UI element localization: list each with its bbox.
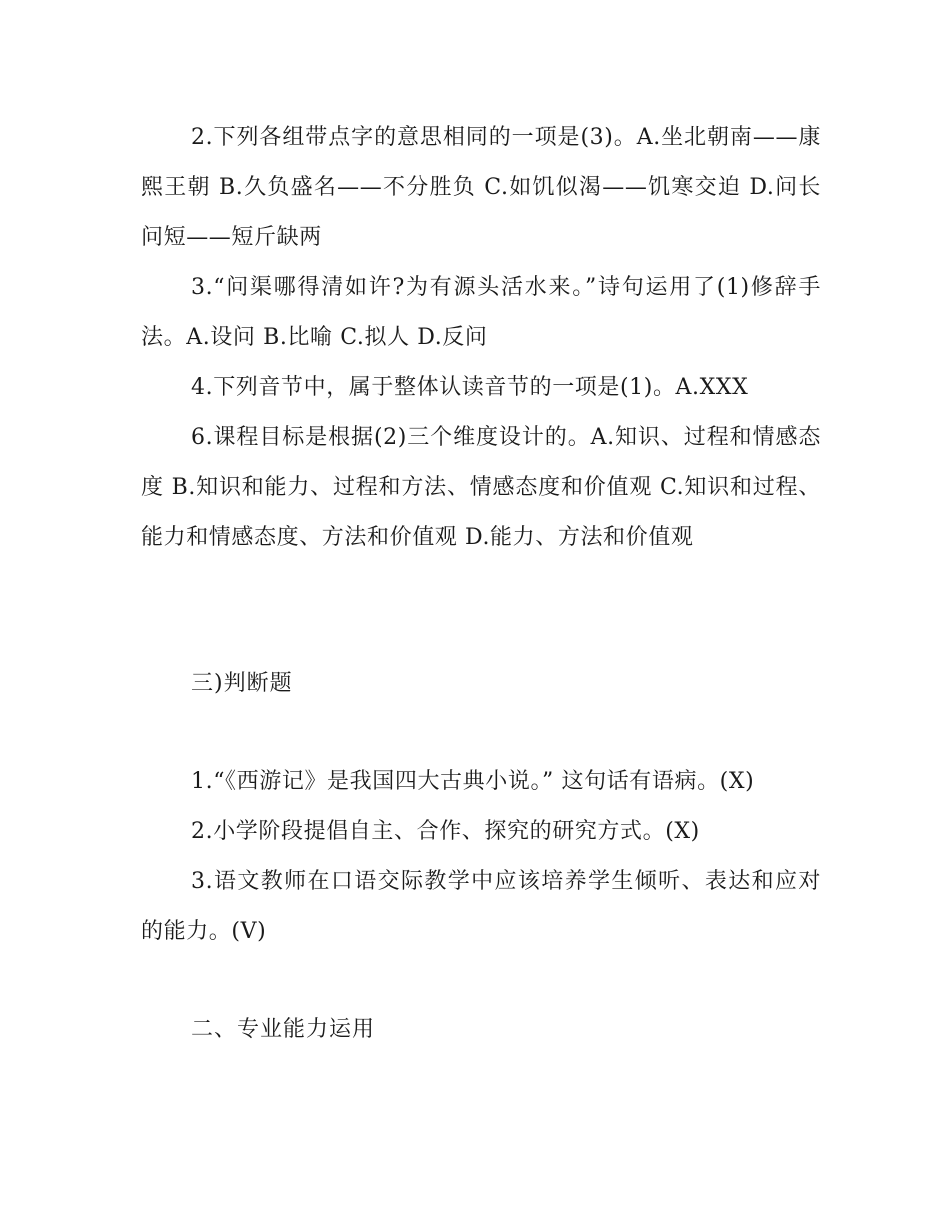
question-judge-2: 2.小学阶段提倡自主、合作、探究的研究方式。(X) — [191, 819, 700, 844]
question-choice-4: 4.下列音节中，属于整体认读音节的一项是(1)。A.XXX — [191, 375, 749, 400]
question-choice-6: 6.课程目标是根据(2)三个维度设计的。A.知识、过程和情感态度 B.知识和能力、过程和方法、情感态度和价值观 C.知识和过程、能力和情感态度、方法和价值观 D.能力、方法和价值观 — [141, 425, 821, 550]
section-heading-judge: 三)判断题 — [191, 671, 293, 696]
question-judge-1: 1.“《西游记》是我国四大古典小说。” 这句话有语病。(X) — [191, 769, 755, 794]
question-choice-3: 3.“问渠哪得清如许?为有源头活水来。”诗句运用了(1)修辞手法。A.设问 B.比喻 C.拟人 D.反问 — [141, 275, 821, 350]
question-choice-2: 2.下列各组带点字的意思相同的一项是(3)。A.坐北朝南——康熙王朝 B.久负盛名——不分胜负 C.如饥似渴——饥寒交迫 D.问长问短——短斤缺两 — [141, 125, 821, 250]
section-heading-professional: 二、专业能力运用 — [191, 1017, 376, 1042]
question-judge-3: 3.语文教师在口语交际教学中应该培养学生倾听、表达和应对的能力。(V) — [141, 869, 821, 944]
